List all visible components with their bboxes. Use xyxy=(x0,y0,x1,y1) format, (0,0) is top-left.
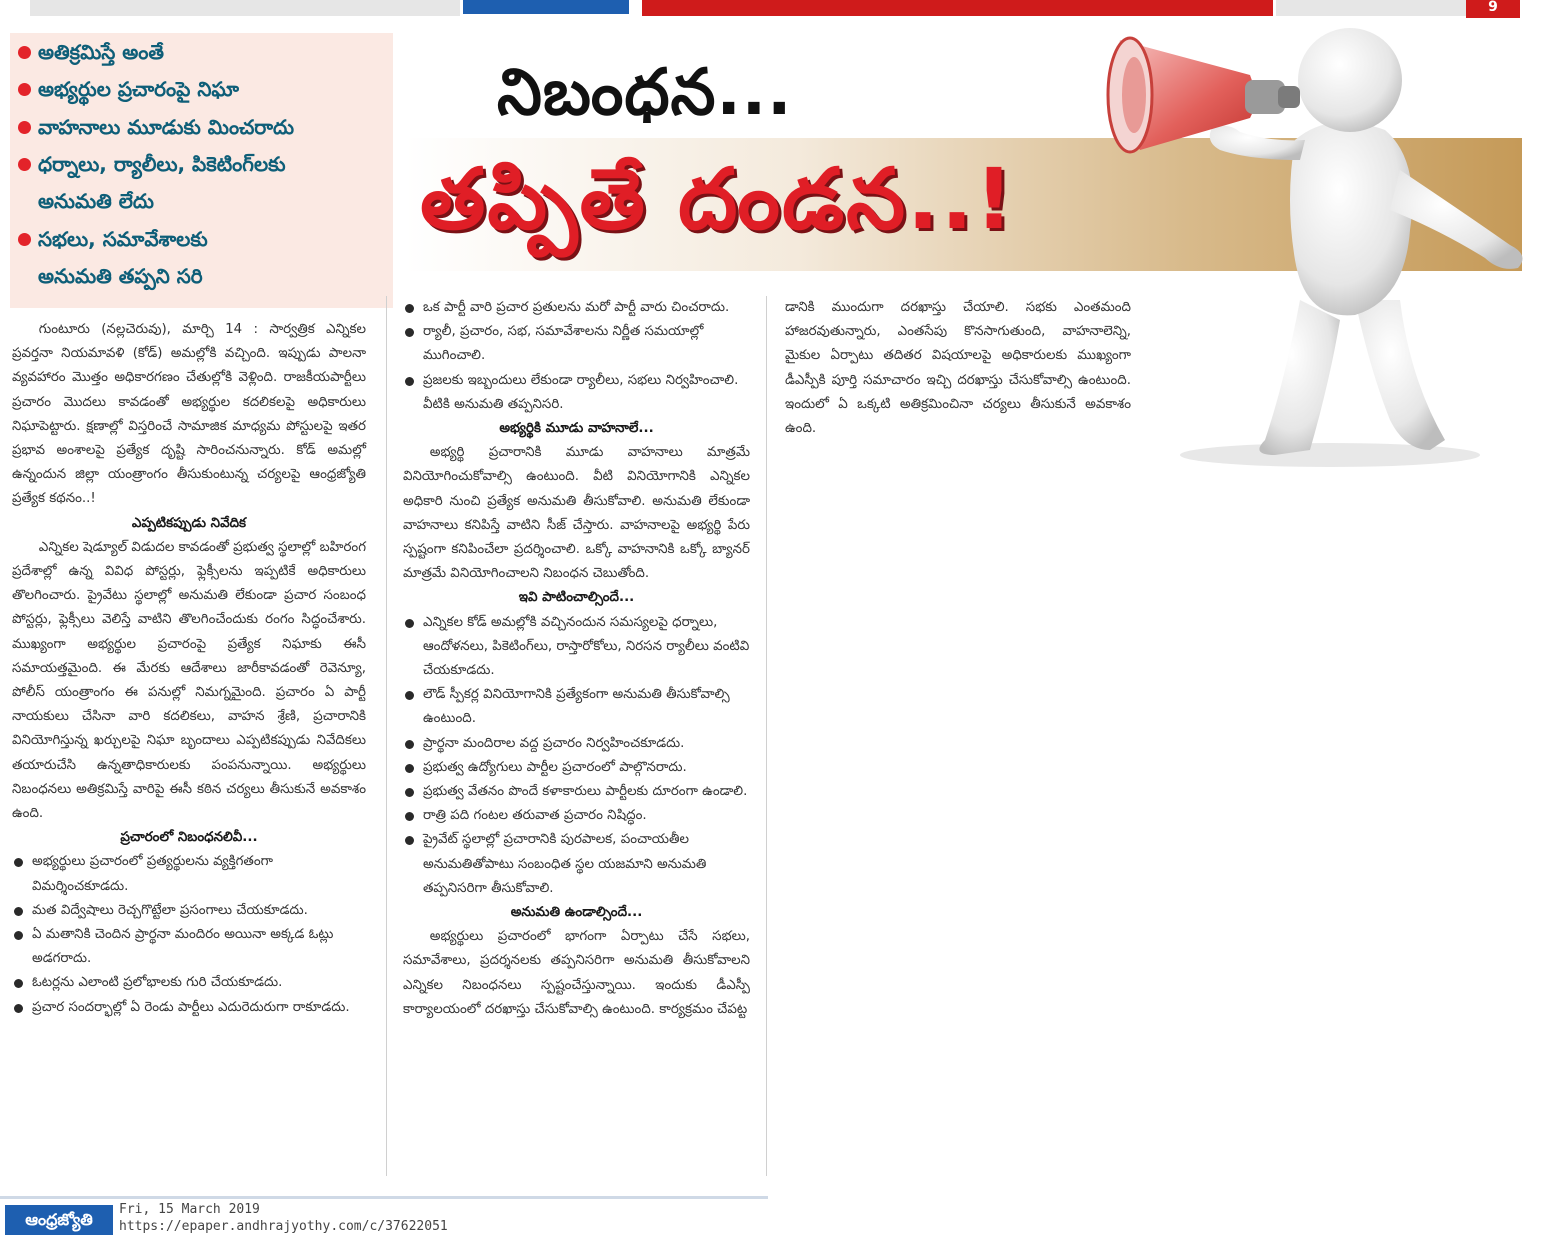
paragraph: అభ్యర్థి ప్రచారానికి మూడు వాహనాలు మాత్రమే వినియోగించుకోవాల్సి ఉంటుంది. వీటి వినియోగానికి ఎన్నికల అధికారి నుంచి ప్రత్యేక అనుమతి తీసుకోవాలి. అనుమతి లేకుండా వాహనాలు కనిపిస్తే వాటిని సీజ్‌ చేస్తారు. వాహనాలపై అభ్యర్థి పేరు స్పష్టంగా కనిపించేలా ప్రదర్శించాలి. ఒక్కో వాహనానికి ఒక్కో బ్యానర్‌ మాత్రమే వినియోగించాలని నిబంధన చెబుతోంది. xyxy=(403,445,750,582)
bullet-icon xyxy=(14,907,23,916)
bullet-icon xyxy=(18,233,31,246)
subheading: ప్రచారంలో నిబంధనలివీ... xyxy=(120,830,258,846)
article-column-2 xyxy=(403,296,750,1022)
bullet-icon xyxy=(405,812,414,821)
bullet-icon xyxy=(18,46,31,59)
bullet-icon xyxy=(405,740,414,749)
subheading: అభ్యర్థికి మూడు వాహనాలే... xyxy=(499,421,654,437)
highlight-item: అభ్యర్థుల ప్రచారంపై నిఘా xyxy=(38,77,239,106)
bullet-icon xyxy=(405,788,414,797)
highlight-item: సభలు, సమావేశాలకు xyxy=(38,227,208,256)
footer-date: Fri, 15 March 2019 xyxy=(119,1202,260,1217)
list-item: మత విద్వేషాలు రెచ్చగొట్టేలా ప్రసంగాలు చేయకూడదు. xyxy=(12,899,366,923)
paragraph: అభ్యర్థులు ప్రచారంలో భాగంగా ఏర్పాటు చేసే సభలు, సమావేశాలు, ప్రదర్శనలకు తప్పనిసరిగా అనుమతి తీసుకోవాలని ఎన్నికల నిబంధనలు స్పష్టంచేస్తున్నాయి. ఇందుకు డీఎస్పీ కార్యాలయంలో దరఖాస్తు చేసుకోవాల్సి ఉంటుంది. కార్యక్రమం చేపట్ట xyxy=(403,929,750,1017)
bullet-icon xyxy=(405,377,414,386)
list-item: ప్రార్థనా మందిరాల వద్ద ప్రచారం నిర్వహించకూడదు. xyxy=(403,732,750,756)
list-item: ప్రజలకు ఇబ్బందులు లేకుండా ర్యాలీలు, సభలు నిర్వహించాలి. వీటికి అనుమతి తప్పనిసరి. xyxy=(403,369,750,417)
paragraph: డానికి ముందుగా దరఖాస్తు చేయాలి. సభకు ఎంతమంది హాజరవుతున్నారు, ఎంతసేపు కొనసాగుతుంది, వాహనాలెన్ని, మైకుల ఏర్పాటు తదితర విషయాలపై అధికారులకు ముఖ్యంగా డీఎస్పీకి పూర్తి సమాచారం ఇచ్చి దరఖాస్తు చేసుకోవాల్సి ఉంటుంది. ఇందులో ఏ ఒక్కటి అతిక్రమించినా చర్యలు తీసుకునే అవకాశం ఉంది. xyxy=(785,300,1131,437)
page-number: 9 xyxy=(1466,0,1520,18)
headline-line-1: నిబంధన... xyxy=(497,56,793,130)
highlight-item: వాహనాలు మూడుకు మించరాదు xyxy=(38,115,294,144)
list-item: లౌడ్‌ స్పీకర్ల వినియోగానికి ప్రత్యేకంగా అనుమతి తీసుకోవాల్సి ఉంటుంది. xyxy=(403,683,750,731)
masthead-logo xyxy=(463,0,629,14)
list-item: రాత్రి పది గంటల తరువాత ప్రచారం నిషిద్ధం. xyxy=(403,804,750,828)
list-item: ఒక పార్టీ వారి ప్రచార ప్రతులను మరో పార్టీ వారు చించరాదు. xyxy=(403,296,750,320)
highlight-item: అతిక్రమిస్తే అంతే xyxy=(38,40,164,69)
list-item: ఏ మతానికి చెందిన ప్రార్థనా మందిరం అయినా అక్కడ ఓట్లు అడగరాదు. xyxy=(12,923,366,971)
footer-url[interactable]: https://epaper.andhrajyothy.com/c/37622051 xyxy=(119,1219,448,1234)
bullet-icon xyxy=(14,1004,23,1013)
highlight-item-continued: అనుమతి తప్పని సరి xyxy=(38,264,203,288)
bullet-icon xyxy=(14,979,23,988)
subheading: అనుమతి ఉండాల్సిందే... xyxy=(510,905,643,921)
list-item: ఎన్నికల కోడ్‌ అమల్లోకి వచ్చినందున సమస్యలపై ధర్నాలు, ఆందోళనలు, పికెటింగ్‌లు, రాస్తారోకోలు, నిరసన ర్యాలీలు వంటివి చేయకూడదు. xyxy=(403,611,750,684)
list-item: ప్రభుత్వ వేతనం పొందే కళాకారులు పార్టీలకు దూరంగా ఉండాలి. xyxy=(403,780,750,804)
column-divider xyxy=(386,296,387,1176)
masthead-left-bar xyxy=(30,0,460,16)
bullet-icon xyxy=(405,304,414,313)
article-intro: గుంటూరు (నల్లచెరువు), మార్చి 14 : సార్వత్రిక ఎన్నికల ప్రవర్తనా నియమావళి (కోడ్‌) అమల్లోకి వచ్చింది. ఇప్పుడు పాలనా వ్యవహారం మొత్తం అధికారగణం చేతుల్లోకి వెళ్లింది. రాజకీయపార్టీలు ప్రచారం మొదలు కావడంతో అభ్యర్థుల కదలికలపై అధికారులు నిఘాపెట్టారు. క్షణాల్లో విస్తరించే సామాజిక మాధ్యమ పోస్టులపై ఇతర ప్రభావ అంశాలపై ప్రత్యేక దృష్టి సారించనున్నారు. కోడ్‌ అమల్లో ఉన్నందున జిల్లా యంత్రాంగం తీసుకుంటున్న చర్యలపై ఆంధ్రజ్యోతి ప్రత్యేక కథనం..! xyxy=(12,322,366,507)
article-column-3 xyxy=(785,296,1131,441)
megaphone-figure-illustration xyxy=(1100,0,1541,470)
bullet-icon xyxy=(405,328,414,337)
highlight-item-continued: అనుమతి లేదు xyxy=(38,189,154,213)
list-item: ర్యాలీ, ప్రచారం, సభ, సమావేశాలను నిర్ణీత సమయాల్లో ముగించాలి. xyxy=(403,320,750,368)
list-item: ప్రచార సందర్భాల్లో ఏ రెండు పార్టీలు ఎదురెదురుగా రాకూడదు. xyxy=(12,996,366,1020)
bullet-icon xyxy=(405,836,414,845)
list-item: ప్రైవేట్‌ స్థలాల్లో ప్రచారానికి పురపాలక, పంచాయతీల అనుమతితోపాటు సంబంధిత స్థల యజమాని అనుమతి తప్పనిసరిగా తీసుకోవాలి. xyxy=(403,828,750,901)
highlights-box xyxy=(10,33,393,308)
list-item: అభ్యర్థులు ప్రచారంలో ప్రత్యర్థులను వ్యక్తిగతంగా విమర్శించకూడదు. xyxy=(12,850,366,898)
bullet-icon xyxy=(405,619,414,628)
bullet-icon xyxy=(405,691,414,700)
footer-meta xyxy=(119,1201,448,1235)
subheading: ఎప్పటికప్పుడు నివేదిక xyxy=(131,515,247,531)
list-item: ఓటర్లను ఎలాంటి ప్రలోభాలకు గురి చేయకూడదు. xyxy=(12,971,366,995)
list-item: ప్రభుత్వ ఉద్యోగులు పార్టీల ప్రచారంలో పాల్గొనరాదు. xyxy=(403,756,750,780)
footer-rule xyxy=(0,1196,768,1199)
column-divider xyxy=(766,296,767,1176)
bullet-icon xyxy=(14,858,23,867)
bullet-icon xyxy=(18,83,31,96)
highlight-item: ధర్నాలు, ర్యాలీలు, పికెటింగ్‌లకు xyxy=(38,152,286,181)
bullet-icon xyxy=(18,121,31,134)
bullet-icon xyxy=(14,931,23,940)
footer-logo: ఆంధ్రజ్యోతి xyxy=(5,1205,113,1235)
headline-line-2: తప్పితే దండన..! xyxy=(420,150,1016,248)
subheading: ఇవి పాటించాల్సిందే... xyxy=(518,590,635,606)
article-column-1 xyxy=(12,318,366,1020)
bullet-icon xyxy=(18,158,31,171)
paragraph: ఎన్నికల షెడ్యూల్‌ విడుదల కావడంతో ప్రభుత్వ స్థలాల్లో బహిరంగ ప్రదేశాల్లో ఉన్న వివిధ పోస్టర్లు, ఫ్లెక్సీలను ఇప్పటికే అధికారులు తొలగించారు. ప్రైవేటు స్థలాల్లో అనుమతి లేకుండా ప్రచార సంబంధ పోస్టర్లు, ఫ్లెక్సీలు వెలిస్తే వాటిని తొలగించేందుకు రంగం సిద్ధంచేశారు. ముఖ్యంగా అభ్యర్థుల ప్రచారంపై ప్రత్యేక నిఘాకు ఈసీ సమాయత్తమైంది. ఈ మేరకు ఆదేశాలు జారీకావడంతో రెవెన్యూ, పోలీస్‌ యంత్రాంగం ఈ పనుల్లో నిమగ్నమైంది. ప్రచారం ఏ పార్టీ నాయకులు చేసినా వారి కదలికలు, వాహన శ్రేణి, ప్రచారానికి వినియోగిస్తున్న ఖర్చులపై నిఘా బృందాలు ఎప్పటికప్పుడు నివేదికలు తయారుచేసి ఉన్నతాధికారులకు పంపనున్నాయి. అభ్యర్థులు నిబంధనలు అతిక్రమిస్తే వారిపై ఈసీ కఠిన చర్యలు తీసుకునే అవకాశం ఉంది. xyxy=(12,539,366,822)
bullet-icon xyxy=(405,764,414,773)
